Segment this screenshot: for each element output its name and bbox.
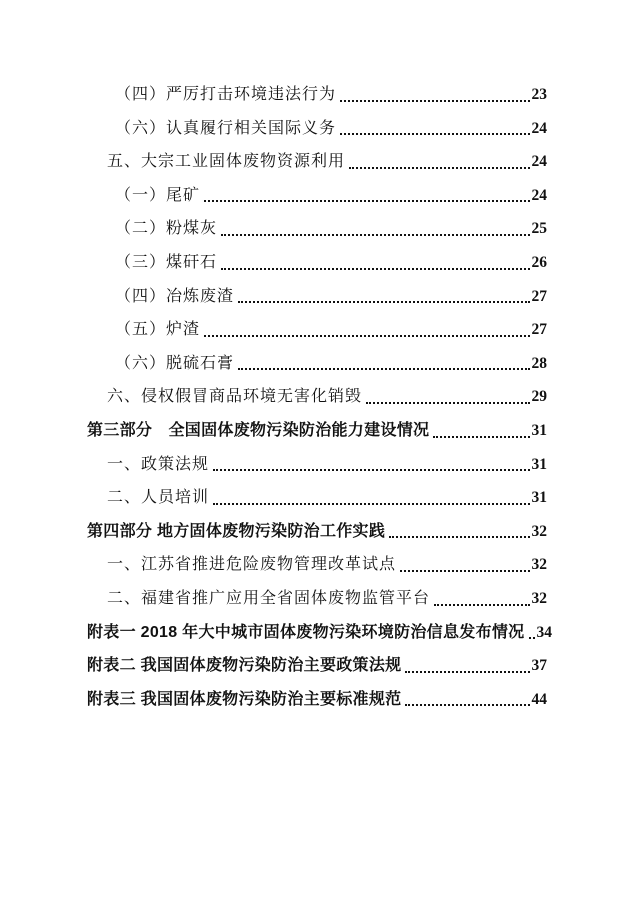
- toc-entry[interactable]: [87, 616, 552, 650]
- toc-entry-title: （三）煤矸石: [115, 253, 218, 271]
- dot-leader: [221, 212, 529, 246]
- toc-entry-page: 37: [531, 657, 547, 675]
- toc-entry[interactable]: [87, 515, 547, 549]
- toc-entry-page: 29: [531, 388, 547, 406]
- toc-entry-page: 23: [531, 86, 547, 103]
- toc-entry-page: 24: [531, 119, 547, 137]
- toc-entry-title: 附表三 我国固体废物污染防治主要标准规范: [87, 690, 402, 708]
- toc-entry[interactable]: [87, 78, 547, 112]
- toc-entry[interactable]: [87, 548, 547, 582]
- toc-entry[interactable]: [87, 481, 547, 515]
- dot-leader: [389, 515, 529, 549]
- dot-leader: [204, 179, 529, 213]
- dot-leader: [405, 649, 529, 683]
- toc-entry[interactable]: [87, 145, 547, 179]
- toc-entry-page: 44: [531, 690, 547, 708]
- toc-entry-page: 24: [531, 153, 547, 171]
- toc-entry-title: （六）脱硫石膏: [115, 354, 235, 372]
- toc-entry[interactable]: [87, 347, 547, 381]
- table-of-contents: [87, 78, 552, 716]
- dot-leader: [238, 280, 529, 314]
- toc-entry-title: 附表二 我国固体废物污染防治主要政策法规: [87, 657, 402, 675]
- toc-entry-title: 一、政策法规: [107, 455, 210, 473]
- toc-entry[interactable]: [87, 380, 547, 414]
- toc-entry[interactable]: [87, 649, 547, 683]
- toc-entry[interactable]: [87, 414, 547, 448]
- toc-entry-title: （六）认真履行相关国际义务: [115, 119, 337, 137]
- toc-entry-title: 第四部分 地方固体废物污染防治工作实践: [87, 522, 386, 540]
- toc-entry-title: （二）粉煤灰: [115, 220, 218, 238]
- toc-entry[interactable]: [87, 582, 547, 616]
- toc-entry[interactable]: [87, 683, 547, 717]
- toc-entry-title: 二、人员培训: [107, 489, 210, 507]
- dot-leader: [366, 380, 529, 414]
- toc-entry-title: 附表一 2018 年大中城市固体废物污染环境防治信息发布情况: [87, 623, 525, 641]
- toc-entry[interactable]: [87, 179, 547, 213]
- toc-entry-page: 26: [531, 253, 547, 271]
- dot-leader: [405, 683, 529, 717]
- dot-leader: [340, 112, 529, 146]
- toc-entry-title: （四）冶炼废渣: [115, 287, 235, 305]
- toc-entry-title: （四）严厉打击环境违法行为: [115, 86, 337, 103]
- dot-leader: [349, 145, 529, 179]
- toc-entry-page: 31: [531, 421, 547, 439]
- dot-leader: [213, 481, 529, 515]
- toc-entry-title: （五）炉渣: [115, 321, 201, 339]
- toc-entry[interactable]: [87, 313, 547, 347]
- dot-leader: [433, 414, 529, 448]
- toc-entry-title: 一、江苏省推进危险废物管理改革试点: [107, 556, 397, 574]
- toc-entry-page: 31: [531, 455, 547, 473]
- toc-entry-page: 32: [531, 589, 547, 607]
- toc-entry-page: 31: [531, 489, 547, 507]
- toc-entry[interactable]: [87, 246, 547, 280]
- toc-entry-title: 五、大宗工业固体废物资源利用: [107, 153, 346, 171]
- dot-leader: [434, 582, 529, 616]
- toc-entry[interactable]: [87, 112, 547, 146]
- toc-entry-title: （一）尾矿: [115, 186, 201, 204]
- toc-entry-page: 27: [531, 287, 547, 305]
- toc-entry-page: 25: [531, 220, 547, 238]
- toc-entry-page: 32: [531, 556, 547, 574]
- toc-entry-title: 二、福建省推广应用全省固体废物监管平台: [107, 589, 431, 607]
- toc-entry-page: 28: [531, 354, 547, 372]
- dot-leader: [204, 313, 529, 347]
- toc-entry-title: 六、侵权假冒商品环境无害化销毁: [107, 388, 363, 406]
- dot-leader: [340, 78, 529, 112]
- dot-leader: [529, 616, 535, 650]
- toc-entry-page: 24: [531, 186, 547, 204]
- toc-entry[interactable]: [87, 280, 547, 314]
- toc-entry-page: 32: [531, 522, 547, 540]
- dot-leader: [400, 548, 529, 582]
- toc-entry[interactable]: [87, 212, 547, 246]
- dot-leader: [213, 448, 529, 482]
- dot-leader: [221, 246, 529, 280]
- toc-entry-page: 34: [536, 623, 552, 641]
- dot-leader: [238, 347, 529, 381]
- toc-entry-page: 27: [531, 321, 547, 339]
- toc-entry-title: 第三部分 全国固体废物污染防治能力建设情况: [87, 421, 430, 439]
- toc-entry[interactable]: [87, 448, 547, 482]
